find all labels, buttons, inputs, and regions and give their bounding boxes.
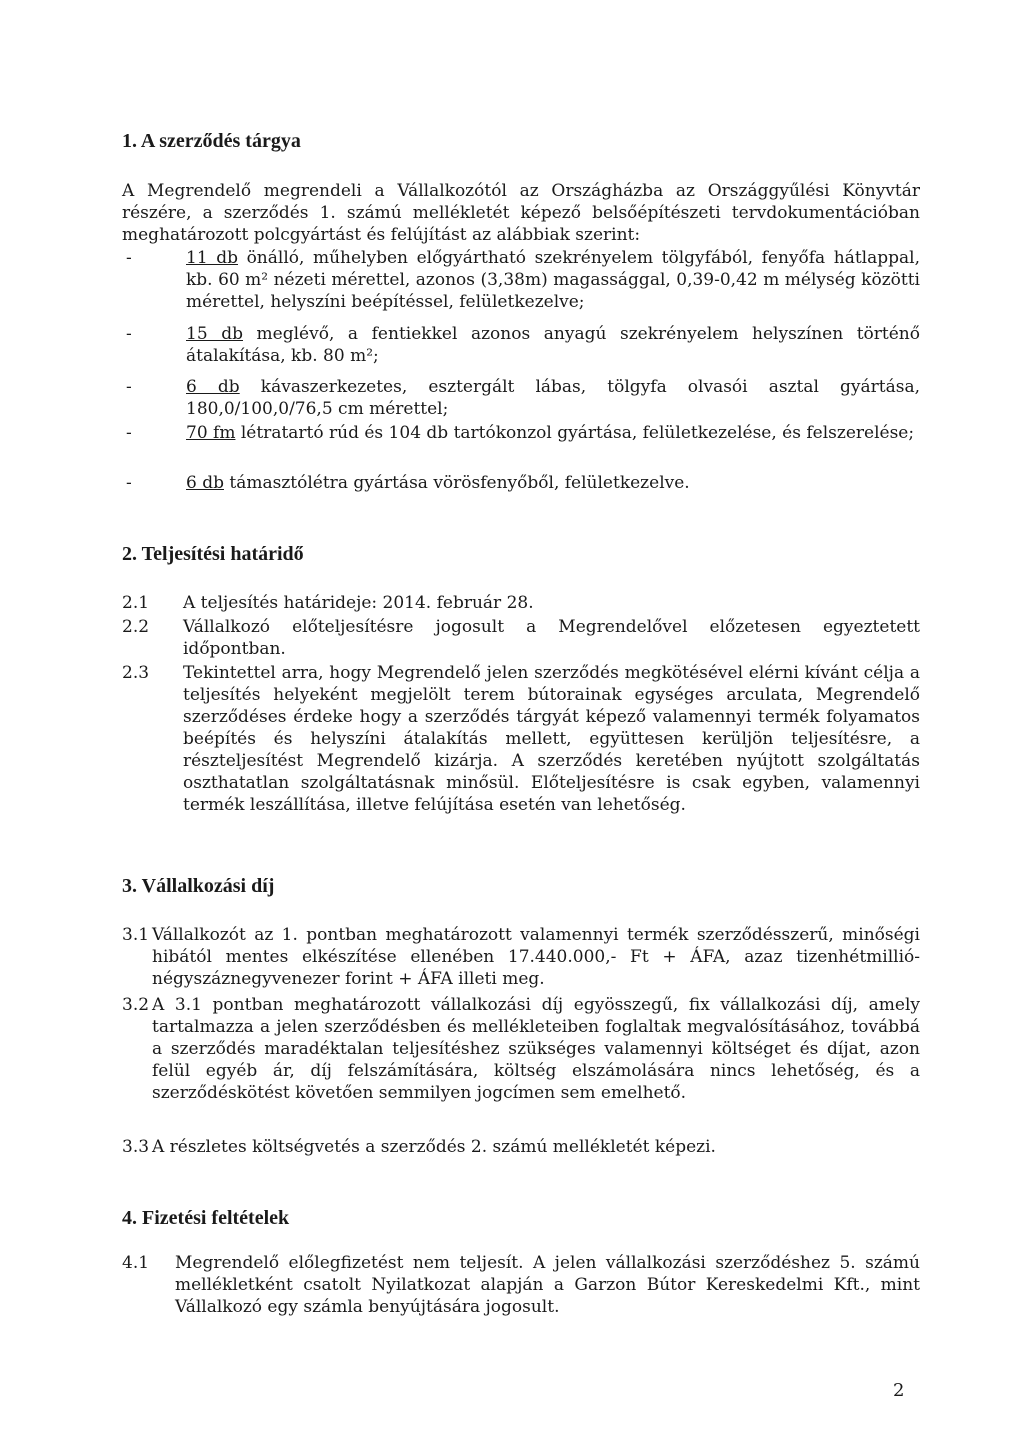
list-item [186,247,920,313]
clause-number: 2.2 [122,617,150,637]
item-quantity: 15 db [186,324,243,344]
clause-2-3: Tekintettel arra, hogy Megrendelő jelen szerződés megkötésével elérni kívánt célja a teljesítés helyeként megjelölt terem bútorainak egységes arculata, Megrendelő szerződéses érdeke hogy a szerződés tárgyát képező valamennyi termék folyamatos beépítés és helyszíni átalakítás mellett, együttesen kerüljön teljesítésre, a részteljesítést Megrendelő kizárja. A szerződés keretében nyújtott szolgáltatás oszthatatlan szolgáltatásnak minősül. Előteljesítésre is csak egyben, valamennyi termék leszállítása, illetve felújítása esetén van lehetőség. [183,663,920,815]
clause-number: 2.1 [122,593,150,613]
section-2-title: 2. Teljesítési határidő [122,543,304,565]
bullet-dash: - [126,377,132,397]
clause-2-2: Vállalkozó előteljesítésre jogosult a Megrendelővel előzetesen egyeztetett időpontban. [183,617,920,659]
list-item [186,472,920,494]
section-3-title: 3. Vállalkozási díj [122,875,275,897]
clause-number: 2.3 [122,663,150,683]
bullet-dash: - [126,324,132,344]
item-text: támasztólétra gyártása vörösfenyőből, felületkezelve. [223,473,690,493]
item-quantity: 6 db [186,473,224,493]
clause-3-3: A részletes költségvetés a szerződés 2. számú mellékletét képezi. [152,1137,716,1157]
item-text: kávaszerkezetes, esztergált lábas, tölgyfa olvasói asztal gyártása, 180,0/100,0/76,5 cm mérettel; [186,377,920,419]
clause-number: 4.1 [122,1253,150,1273]
section-1-intro: A Megrendelő megrendeli a Vállalkozótól az Országházba az Országgyűlési Könyvtár részére, a szerződés 1. számú mellékletét képező belsőépítészeti tervdokumentációban meghatározott polcgyártást és felújítást az alábbiak szerint: [122,181,920,245]
item-text: létratartó rúd és 104 db tartókonzol gyártása, felületkezelése, és felszerelése; [235,423,915,443]
clause-3-2: A 3.1 pontban meghatározott vállalkozási díj egyösszegű, fix vállalkozási díj, amely tartalmazza a jelen szerződésben és mellékleteiben foglaltak megvalósításához, továbbá a szerződés maradéktalan teljesítéshez szükséges valamennyi költséget és díjat, azon felül egyéb ár, díj felszámítására, költség elszámolására nincs lehetőség, és a szerződéskötést követően semmilyen jogcímen sem emelhető. [152,995,920,1103]
clause-4-1: Megrendelő előlegfizetést nem teljesít. A jelen vállalkozási szerződéshez 5. számú mellékletként csatolt Nyilatkozat alapján a Garzon Bútor Kereskedelmi Kft., mint Vállalkozó egy számla benyújtására jogosult. [175,1253,920,1317]
bullet-dash: - [126,473,132,493]
clause-number: 3.2 [122,995,150,1015]
item-quantity: 11 db [186,248,238,268]
page-number: 2 [893,1380,905,1401]
list-item [186,422,920,444]
list-item [186,323,920,367]
clause-number: 3.3 [122,1137,150,1157]
bullet-dash: - [126,423,132,443]
bullet-dash: - [126,248,132,268]
section-4-title: 4. Fizetési feltételek [122,1207,290,1229]
clause-3-1: Vállalkozót az 1. pontban meghatározott valamennyi termék szerződésszerű, minőségi hibától mentes elkészítése ellenében 17.440.000,- Ft + ÁFA, azaz tizenhétmillió-négyszáznegyvenezer forint + ÁFA illeti meg. [152,925,920,989]
item-quantity: 70 fm [186,423,236,443]
clause-2-1: A teljesítés határideje: 2014. február 28. [183,593,534,613]
clause-number: 3.1 [122,925,150,945]
section-1-title: 1. A szerződés tárgya [122,130,301,152]
item-text: meglévő, a fentiekkel azonos anyagú szekrényelem helyszínen történő átalakítása, kb. 80 m²; [186,324,920,366]
item-quantity: 6 db [186,377,240,397]
list-item [186,376,920,420]
item-text: önálló, műhelyben előgyártható szekrényelem tölgyfából, fenyőfa hátlappal, kb. 60 m² nézeti mérettel, azonos (3,38m) magassággal, 0,39-0,42 m mélység közötti mérettel, helyszíni beépítéssel, felületkezelve; [186,248,920,312]
